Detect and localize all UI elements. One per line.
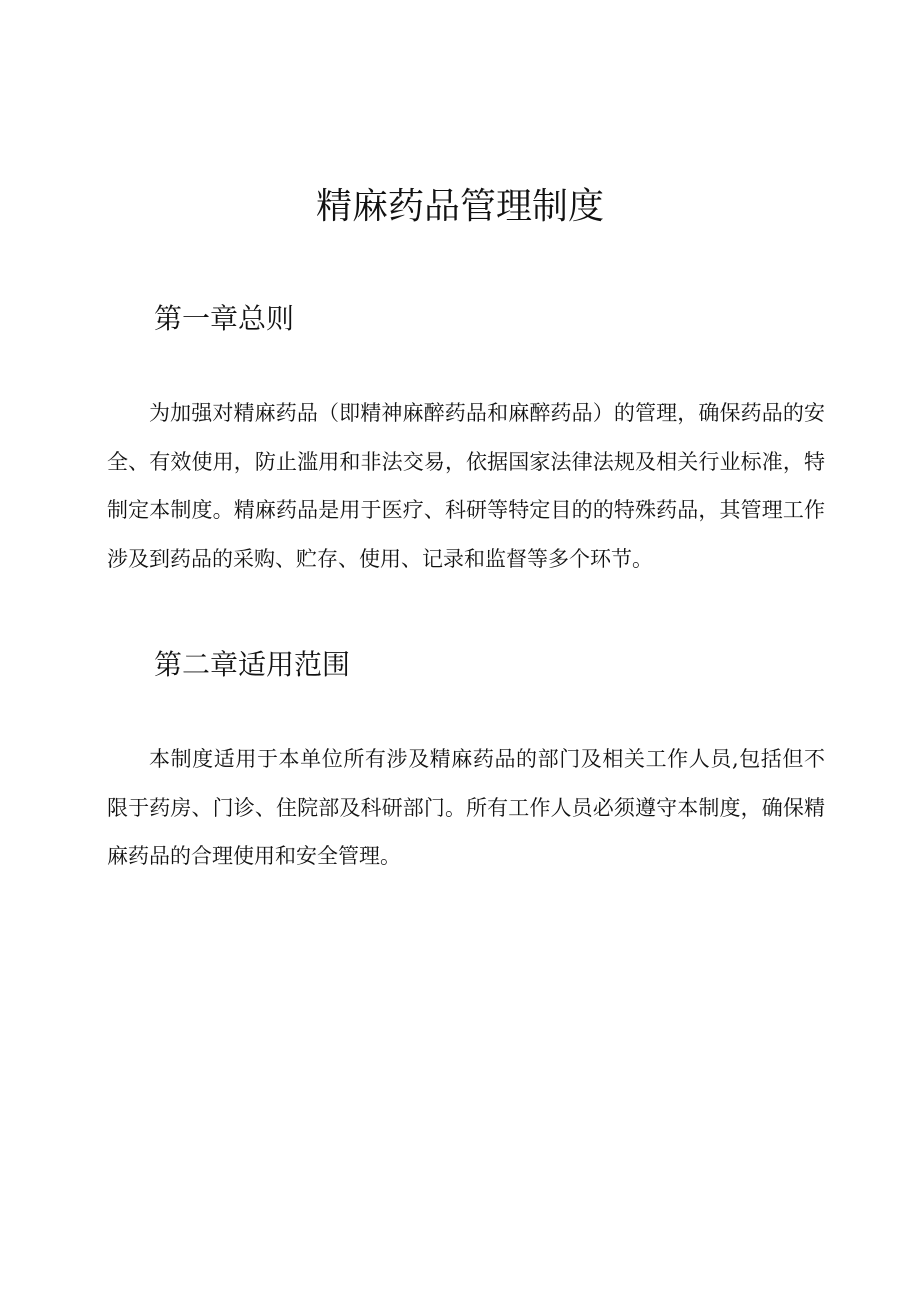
document-title: 精麻药品管理制度	[315, 186, 604, 227]
chapter-1-paragraph: 为加强对精麻药品（即精神麻醉药品和麻醉药品）的管理，确保药品的安全、有效使用，防止滥用和非法交易，依据国家法律法规及相关行业标准，特制定本制度。精麻药品是用于医疗、科研等特定目的的特殊药品，其管理工作涉及到药品的采购、贮存、使用、记录和监督等多个环节。	[107, 401, 825, 571]
chapter-2-paragraph: 本制度适用于本单位所有涉及精麻药品的部门及相关工作人员,包括但不限于药房、门诊、住院部及科研部门。所有工作人员必须遵守本制度，确保精麻药品的合理使用和安全管理。	[107, 747, 825, 868]
chapter-1-heading: 第一章总则	[154, 302, 295, 335]
chapter-2-heading: 第二章适用范围	[154, 648, 351, 681]
